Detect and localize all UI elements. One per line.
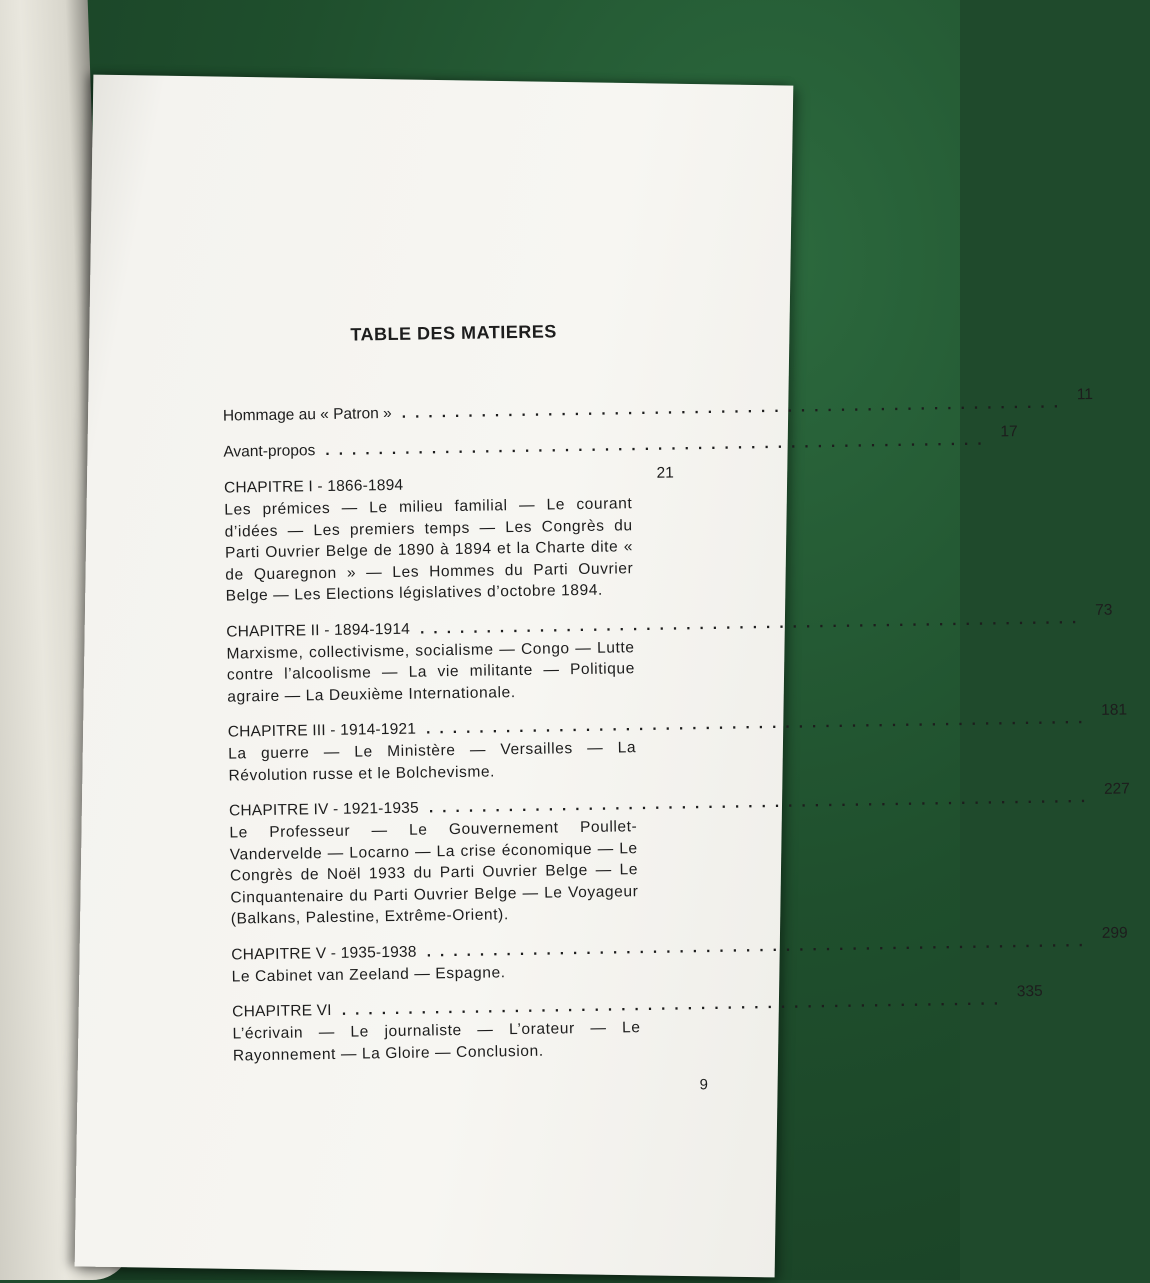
toc-entry-chapitre-4 (228, 780, 1130, 930)
chapter-description: Les prémices — Le milieu familial — Le courant d’idées — Les premiers temps — Les Congrès du Parti Ouvrier Belge de 1890 à 1894 et la Charte dite « de Quaregnon » — Les Hommes du Parti Ouvrier Belge — Les Elections législatives d’octobre 1894. (224, 495, 634, 605)
leader-dots: .................................................. (341, 991, 1008, 1019)
entry-page-number: 335 (1016, 982, 1043, 1001)
book-page (75, 75, 1130, 1278)
toc-entry-chapitre-3 (227, 701, 1128, 787)
entry-page-number: 227 (1103, 780, 1130, 798)
chapter-description: Le Cabinet van Zeeland — Espagne. (231, 963, 506, 986)
leader-space (413, 486, 620, 489)
chapter-heading: CHAPITRE II - 1894-1914 (226, 620, 411, 641)
chapter-description: Marxisme, collectivisme, socialisme — Congo — Lutte contre l’alcoolisme — La vie militante — Politique agraire — La Deuxième Internationale. (226, 638, 636, 706)
leader-dots: .................................................. (325, 431, 991, 460)
toc-entry-avant-propos (223, 423, 1018, 464)
chapter-heading: CHAPITRE V - 1935-1938 (231, 943, 417, 964)
chapter-heading: CHAPITRE IV - 1921-1935 (228, 799, 420, 820)
chapter-description: Le Professeur — Le Gouvernement Poullet-Vandervelde — Locarno — La crise économique — Le Congrès de Noël 1933 du Parti Ouvrier Belge — Le Cinquantenaire du Parti Ouvrier Belge — Le Voyageur (Balkans, Palestine, Extrême-Orient). (229, 818, 639, 928)
entry-page-number: 299 (1101, 923, 1128, 942)
entry-label: Avant-propos (223, 442, 316, 461)
leader-dots: .................................................. (425, 710, 1092, 738)
entry-page-number: 11 (1076, 385, 1094, 404)
toc-entry-chapitre-5 (231, 923, 1128, 988)
toc-entry-chapitre-1 (223, 464, 676, 608)
toc-title: TABLE DES MATIERES (350, 321, 557, 345)
chapter-heading: CHAPITRE III - 1914-1921 (227, 720, 417, 741)
leader-dots: .................................................. (426, 932, 1093, 960)
page-folio-number: 9 (699, 1076, 709, 1094)
leader-dots: .................................................. (401, 394, 1068, 422)
entry-page-number: 17 (1000, 423, 1018, 441)
entry-page-number: 181 (1101, 701, 1128, 719)
table-of-contents (221, 320, 1130, 1081)
chapter-heading: CHAPITRE I - 1866-1894 (223, 476, 404, 497)
leader-dots: .................................................. (428, 788, 1095, 817)
chapter-heading: CHAPITRE VI (232, 1001, 332, 1021)
chapter-description: L’écrivain — Le journaliste — L’orateur — Le Rayonnement — La Gloire — Conclusion. (232, 1019, 641, 1065)
toc-entry-chapitre-2 (226, 601, 1113, 708)
chapter-description: La guerre — Le Ministère — Versailles — La Révolution russe et le Bolchevisme. (228, 739, 637, 785)
toc-entry-chapitre-6 (232, 982, 1043, 1066)
entry-label: Hommage au « Patron » (222, 404, 392, 425)
entry-page-number: 21 (656, 464, 674, 482)
entry-page-number: 73 (1095, 601, 1113, 619)
toc-entry-hommage (222, 385, 1094, 428)
leader-dots: .................................................. (419, 609, 1086, 638)
